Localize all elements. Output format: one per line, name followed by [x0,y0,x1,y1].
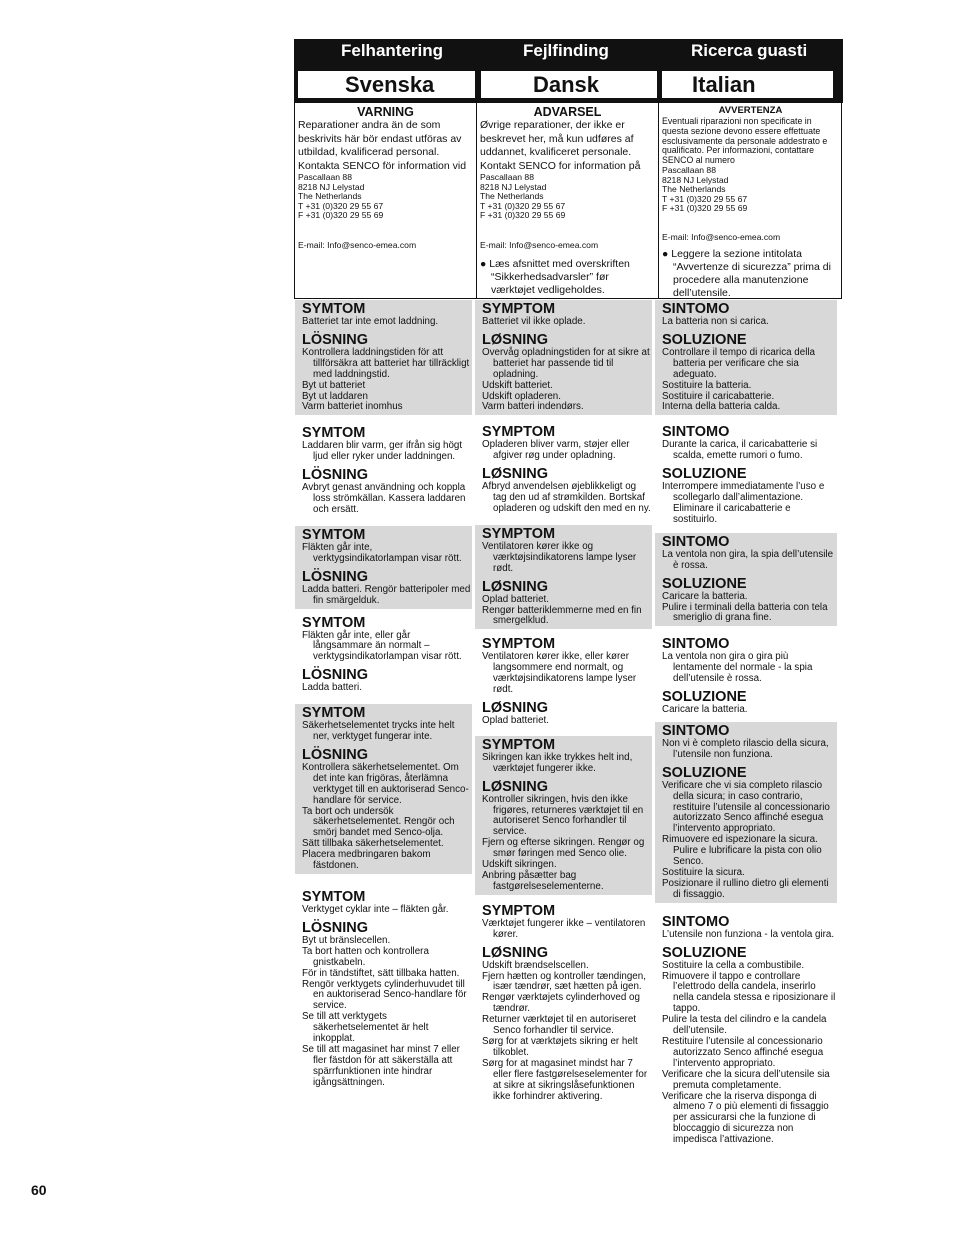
troubleshoot-block [475,635,652,729]
solution-line: Kontroller sikringen, hvis den ikke frigøres, returneres værktøjet til en autoriseret Senco forhandler til service. [482,793,644,838]
symptom-text: Værktøjet fungerer ikke – ventilatoren kører. [482,917,646,940]
solution-line: Kontrollera säkerhetselementet. Om det inte kan frigöras, återlämna verktyget till en auktoriserad Senco-handlare för service. [302,761,469,806]
troubleshoot-block [655,423,837,527]
solution-line: Caricare la batteria. [662,590,748,602]
solution-line: Placera medbringaren bakom fästdonen. [302,849,431,872]
solution-line: Sørg for at magasinet mindst har 7 eller flere fastgørelseselementer for at sikre at sikringslåsefunktionen ikke forhindrer aktivering. [482,1057,648,1102]
troubleshoot-block [295,888,472,1091]
symptom-text: Ventilatoren kører ikke, eller kører langsommere end normalt, og værktøjsindikatorens lampe lyser rødt. [482,651,637,696]
warning-address-sv [298,173,473,221]
solution-line: Controllare il tempo di ricarica della batteria per verificare che sia adeguato. [662,346,816,380]
solution-line: Afbryd anvendelsen øjeblikkeligt og tag den ud af strømkilden. Bortskaf opladeren og udskift den med en ny. [482,481,651,514]
warning-address-it [662,166,839,214]
solution-line: Avbryt genast användning och koppla loss strömkällan. Kassera laddaren och ersätt. [302,482,466,515]
warning-title-da: ADVARSEL [533,105,602,119]
solution-line: Byt ut laddaren [302,390,368,402]
troubleshoot-block [475,300,652,415]
solution-line: Se till att magasinet har minst 7 eller fler fästdon för att säkerställa att spärrfunktionen inte hindrar igångsättningen. [302,1043,460,1088]
symptom-heading: SYMPTOM [482,525,556,542]
symptom-heading: SYMPTOM [482,424,556,441]
solution-line: Rimuovere ed ispezionare la sicura. Pulire e lubrificare la pista con olio Senco. [662,834,822,868]
warning-title-it: AVVERTENZA [718,105,783,116]
solution-line: Pulire i terminali della batteria con tela smeriglio di grana fine. [662,601,828,624]
address-line: F +31 (0)320 29 55 69 [298,210,384,221]
symptom-text: La batteria non si carica. [662,316,769,327]
solution-line: Verificare che la riserva disponga di almeno 7 o più elementi di fissaggio per assicurarsi che la funzione di bloccaggio di sicurezza non impedisca l’attivazione. [662,1090,829,1146]
solution-heading: SOLUZIONE [662,944,747,961]
section-title-da: Fejlfinding [523,41,609,60]
warning-text-sv: Reparationer andra än de som beskrivits här bör endast utföras av utbildad, kvalificerad personal. Kontakta SENCO för information vid [298,119,467,172]
solution-line: Ta bort hatten och kontrollera gnistkabeln. [302,945,429,968]
symptom-text: Fläkten går inte, verktygsindikatorlampan visar rött. [302,541,462,564]
solution-line: Ladda batteri. Rengör batteripoler med fin smärgelduk. [302,583,471,606]
symptom-heading: SYMTOM [302,705,366,722]
address-line: Pascallaan 88 [480,172,534,182]
solution-line: Anbring påsætter bag fastgørelseselementerne. [482,870,604,892]
solution-line: Sostituire il caricabatterie. [662,390,775,402]
solution-line: Udskift brændselscellen. [482,959,589,971]
solution-line: Ladda batteri. [302,682,362,694]
address-line: 8218 NJ Lelystad [298,181,365,192]
solution-line: Udskift sikringen. [482,859,557,871]
symptom-text: La ventola non gira, la spia dell’utensile è rossa. [662,548,834,571]
solution-line: Byt ut bränslecellen. [302,934,391,946]
symptom-text: Säkerhetselementet trycks inte helt ner, verktyget fungerar inte. [302,720,455,743]
warning-text-it: Eventuali riparazioni non specificate in questa sezione devono essere effettuate esclusivamente da personale addestrato e qualificato. Per informazioni, contattare SENCO al numero [662,116,828,166]
section-title-it: Ricerca guasti [691,41,808,60]
symptom-heading: SINTOMO [662,722,730,739]
symptom-heading: SYMTOM [302,889,366,905]
solution-line: Byt ut batteriet [302,379,366,391]
warning-box-da [476,103,658,298]
solution-heading: LØSNING [482,699,549,716]
address-line: T +31 (0)320 29 55 67 [480,200,566,211]
symptom-heading: SINTOMO [662,636,730,653]
language-label-sv: Svenska [298,71,475,98]
solution-heading: SOLUZIONE [662,331,747,348]
solution-line: Rengør batteriklemmerne med en fin smergelklud. [482,604,642,627]
solution-line: Interrompere immediatamente l’uso e scollegarlo dall’alimentazione. Eliminare il caricabatterie e sostituirlo. [662,481,825,525]
solution-heading: LØSNING [482,466,549,483]
troubleshoot-block [655,913,837,1148]
section-title-sv: Felhantering [341,41,444,60]
address-line: 8218 NJ Lelystad [480,181,547,192]
solution-heading: LØSNING [482,944,549,961]
address-line: The Netherlands [480,191,544,202]
language-label-it: Italian [662,71,833,98]
address-line: 8218 NJ Lelystad [662,174,729,185]
warning-email-sv: E-mail: Info@senco-emea.com [298,239,417,250]
solution-heading: LØSNING [482,578,549,595]
solution-line: Interna della batteria calda. [662,401,781,413]
troubleshoot-block [295,300,472,415]
solution-heading: LÖSNING [302,919,369,936]
solution-line: Returner værktøjet til en autoriseret Senco forhandler til service. [482,1014,637,1037]
troubleshoot-block [295,424,472,518]
address-line: Pascallaan 88 [662,164,716,175]
address-line: T +31 (0)320 29 55 67 [298,200,384,211]
solution-heading: LØSNING [482,331,549,348]
warning-address-da [480,173,655,221]
solution-line: Ta bort och undersök säkerhetselementet. Rengör och smörj bandet med Senco-olja. [302,805,455,839]
warning-text-da: Øvrige reparationer, der ikke er beskrevet her, må kun udføres af uddannet, kvalificeret personale. Kontakt SENCO for information på [480,119,641,172]
warning-email-it: E-mail: Info@senco-emea.com [662,231,781,242]
solution-line: Overvåg opladningstiden for at sikre at batteriet har passende tid til opladning. [482,346,650,380]
troubleshoot-block [475,525,652,629]
solution-line: Sätt tillbaka säkerhetselementet. [302,838,444,850]
symptom-heading: SYMPTOM [482,902,556,919]
solution-heading: SOLUZIONE [662,689,747,706]
solution-heading: LÖSNING [302,467,369,484]
solution-line: Fjern hætten og kontroller tændingen, især tændrør, sæt hætten på igen. [482,970,646,993]
symptom-text: Batteriet tar inte emot laddning. [302,316,439,327]
warning-box-it [658,103,842,298]
troubleshoot-block [475,902,652,1105]
solution-line: Posizionare il rullino dietro gli elementi di fissaggio. [662,877,829,900]
symptom-heading: SYMTOM [302,425,366,442]
symptom-heading: SYMTOM [302,301,366,317]
solution-line: Varm batteri indendørs. [482,401,584,413]
solution-line: Rimuovere il tappo e controllare l’elettrodo della candela, inserirlo nella candela stessa e riposizionare il tappo. [662,970,836,1015]
troubleshoot-block [655,300,837,415]
warning-box-sv [295,103,476,298]
symptom-heading: SYMPTOM [482,736,556,753]
solution-line: Sostituire la cella a combustibile. [662,959,805,971]
symptom-text: Sikringen kan ikke trykkes helt ind, værktøjet fungerer ikke. [482,751,633,774]
troubleshoot-block [655,533,837,627]
address-line: F +31 (0)320 29 55 69 [480,210,566,221]
symptom-text: La ventola non gira o gira più lentamente del normale - la spia dell’utensile è rossa. [662,651,813,685]
header-bar [294,39,843,103]
solution-line: Oplad batteriet. [482,714,549,726]
solution-line: Caricare la batteria. [662,704,748,716]
solution-line: För in tändstiftet, sätt tillbaka hatten. [302,967,460,979]
warning-bullet-it: ● Leggere la sezione intitolata “Avvertenze di sicurezza” prima di procedere alla manutenzione dell’utensile. [662,247,831,298]
solution-heading: LÖSNING [302,746,369,763]
symptom-heading: SINTOMO [662,301,730,317]
address-line: T +31 (0)320 29 55 67 [662,193,748,204]
address-line: The Netherlands [298,191,362,202]
column-da [475,300,652,1104]
solution-line: Verificare che la sicura dell’utensile sia premuta completamente. [662,1068,830,1091]
troubleshoot-block [295,614,472,697]
symptom-heading: SYMPTOM [482,636,556,653]
symptom-heading: SINTOMO [662,424,730,441]
symptom-text: Batteriet vil ikke oplade. [482,316,586,327]
symptom-text: Ventilatoren kører ikke og værktøjsindikatorens lampe lyser rødt. [482,540,637,574]
troubleshoot-block [295,704,472,874]
column-it [655,300,837,1148]
solution-heading: LÖSNING [302,667,369,684]
language-label-da: Dansk [481,71,657,98]
troubleshoot-block [475,423,652,517]
solution-line: Sostituire la batteria. [662,379,752,391]
page-number: 60 [31,1182,47,1198]
troubleshoot-block [655,722,837,903]
symptom-text: Laddaren blir varm, ger ifrån sig högt ljud eller ryker under laddningen. [302,440,463,463]
warning-title-sv: VARNING [357,105,414,119]
troubleshoot-block [295,526,472,609]
solution-heading: SOLUZIONE [662,764,747,781]
solution-line: Udskift batteriet. [482,379,553,391]
symptom-heading: SYMTOM [302,526,366,543]
solution-line: Verificare che vi sia completo rilascio della sicura; in caso contrario, restituire l’utensile al concessionario autorizzato Senco affinché esegua l’intervento appropriato. [662,779,830,835]
address-line: Pascallaan 88 [298,172,352,182]
symptom-text: Non vi è completo rilascio della sicura, l’utensile non funziona. [662,737,829,760]
symptom-text: Verktyget cyklar inte – fläkten går. [302,904,449,915]
column-sv [295,300,472,1091]
troubleshoot-block [475,736,652,895]
solution-line: Sørg for at værktøjets sikring er helt tilkoblet. [482,1035,638,1058]
solution-line: Kontrollera laddningstiden för att tillförsäkra att batteriet har tillräckligt med laddningstid. [302,346,470,380]
symptom-heading: SYMTOM [302,614,366,631]
troubleshoot-block [655,635,837,718]
solution-heading: SOLUZIONE [662,466,747,483]
warning-email-da: E-mail: Info@senco-emea.com [480,239,599,250]
solution-line: Pulire la testa del cilindro e la candela dell’utensile. [662,1014,827,1037]
solution-line: Restituire l’utensile al concessionario autorizzato Senco affinché esegua l’intervento appropriato. [662,1035,824,1069]
solution-line: Rengør værktøjets cylinderhoved og tændrør. [482,992,640,1015]
solution-line: Sostituire la sicura. [662,867,745,878]
symptom-text: Fläkten går inte, eller går långsammare än normalt – verktygsindikatorlampan visar rött. [302,629,462,663]
solution-heading: LÖSNING [302,568,369,585]
warning-bullet-da: ● Læs afsnittet med overskriften “Sikkerhedsadvarsler” før værktøjet vedligeholdes. [480,257,630,296]
solution-line: Varm batteriet inomhus [302,401,403,413]
solution-heading: LÖSNING [302,331,369,348]
symptom-text: L’utensile non funziona - la ventola gira. [662,928,835,940]
symptom-heading: SINTOMO [662,533,730,550]
solution-line: Fjern og efterse sikringen. Rengør og smør føringen med Senco olie. [482,837,645,860]
symptom-heading: SYMPTOM [482,301,556,317]
solution-line: Udskift opladeren. [482,390,561,402]
solution-line: Oplad batteriet. [482,593,549,605]
solution-heading: SOLUZIONE [662,575,747,592]
symptom-text: Opladeren bliver varm, støjer eller afgiver røg under opladning. [482,439,630,462]
solution-line: Se till att verktygets säkerhetselementet är helt inkopplat. [302,1011,429,1045]
solution-line: Rengör verktygets cylinderhuvudet till en auktoriserad Senco-handlare för service. [302,978,467,1012]
address-line: F +31 (0)320 29 55 69 [662,203,748,214]
address-line: The Netherlands [662,184,726,195]
symptom-text: Durante la carica, il caricabatterie si scalda, emette rumori o fumo. [662,439,818,462]
warning-row [294,103,842,299]
symptom-heading: SINTOMO [662,913,730,930]
solution-heading: LØSNING [482,778,549,795]
